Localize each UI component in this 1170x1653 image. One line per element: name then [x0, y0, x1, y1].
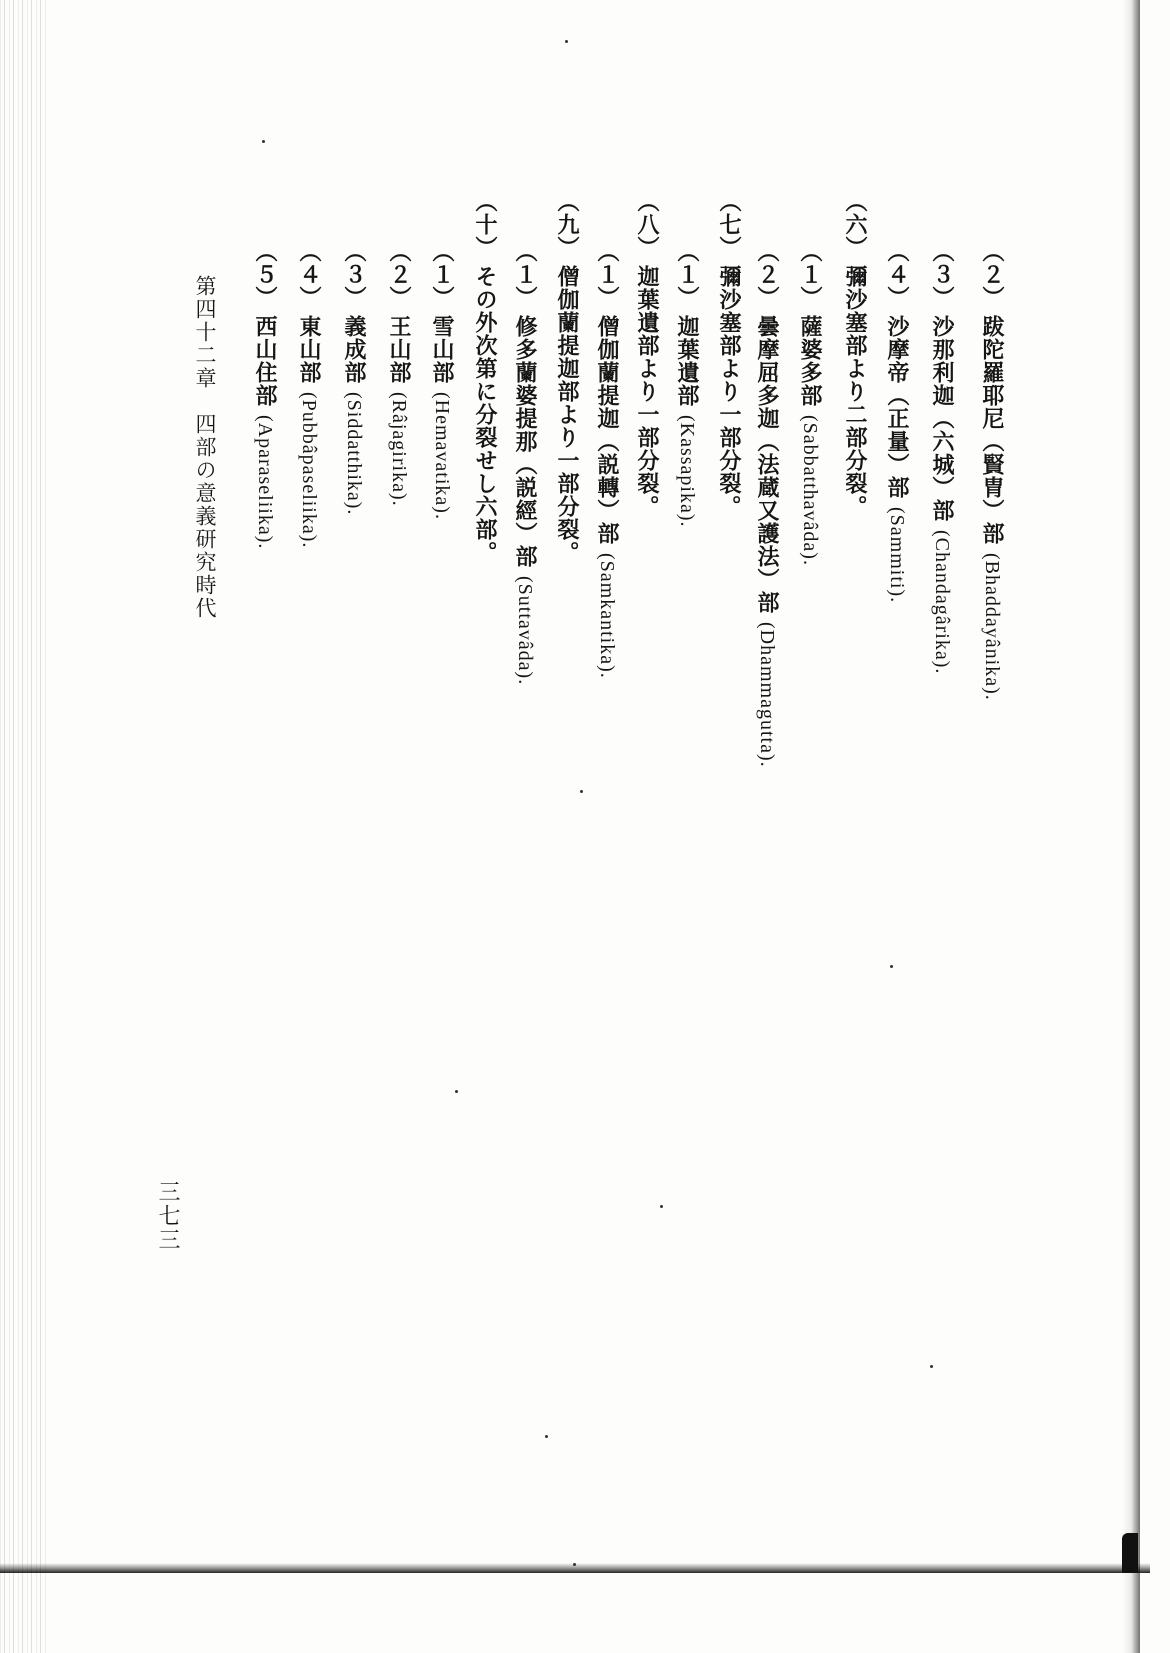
entry-number: （４） [296, 240, 322, 309]
entry-label: 東山部 [296, 315, 322, 384]
entry-label: 王山部 [386, 315, 412, 384]
entry-label: 沙摩帝（正量）部 [884, 315, 910, 499]
entry-3-chandagarika [925, 240, 959, 674]
section-number: （十） [472, 190, 498, 259]
entry-number: （３） [929, 240, 955, 309]
scan-speck [545, 1435, 548, 1438]
entry-number: （５） [252, 240, 278, 309]
entry-roman: (Samkantika). [596, 553, 618, 679]
page-corner-mark [1122, 1533, 1138, 1573]
section-number: （八） [634, 190, 660, 259]
entry-number: （１） [429, 240, 455, 309]
entry-3-siddatthika [337, 240, 371, 515]
entry-roman: (Râjagirika). [388, 392, 410, 507]
section-label: 僧伽蘭提迦部より一部分裂。 [554, 265, 580, 564]
entry-roman: (Chandagârika). [931, 530, 953, 675]
entry-number: （１） [674, 240, 700, 309]
binding-shadow [0, 0, 48, 1653]
scan-speck [580, 790, 583, 793]
entry-2-rajagirika [382, 240, 416, 507]
entry-roman: (Sammiti). [886, 507, 908, 604]
entry-label: 跋陀羅耶尼（賢胄）部 [979, 315, 1005, 545]
entry-number: （１） [594, 240, 620, 309]
entry-label: 薩婆多部 [797, 315, 823, 407]
entry-5-aparaseliika [248, 240, 282, 549]
scan-speck [660, 1205, 663, 1208]
scan-speck [930, 1365, 933, 1368]
scan-speck [262, 140, 265, 143]
entry-1-samkantika [590, 240, 624, 679]
section-label: 迦葉遺部より一部分裂。 [634, 265, 660, 518]
entry-4-pubbaseliika [292, 240, 326, 548]
section-6-heading [838, 190, 872, 518]
entry-4-sammiti [880, 240, 914, 603]
entry-number: （２） [979, 240, 1005, 309]
page-number: 三七三 [155, 1180, 180, 1252]
entry-roman: (Pubbâpaseliika). [298, 392, 320, 549]
entry-roman: (Sabbatthavâda). [799, 415, 821, 566]
entry-number: （２） [386, 240, 412, 309]
section-label: 彌沙塞部より一部分裂。 [716, 265, 742, 518]
section-number: （九） [554, 190, 580, 259]
entry-roman: (Bhaddayânika). [981, 553, 1003, 701]
section-7-heading [712, 190, 746, 518]
section-label: その外次第に分裂せし六部。 [472, 265, 498, 564]
scan-speck [455, 1090, 458, 1093]
entry-1-suttavada [508, 240, 542, 685]
scan-speck [565, 40, 568, 43]
section-number: （六） [842, 190, 868, 259]
page-edge-shadow [1122, 0, 1140, 1653]
entry-roman: (Kassapika). [676, 415, 698, 528]
entry-roman: (Dhammagutta). [756, 622, 778, 768]
scan-speck [890, 965, 893, 968]
entry-number: （４） [884, 240, 910, 309]
entry-roman: (Suttavâda). [514, 576, 536, 686]
entry-label: 沙那利迦（六城）部 [929, 315, 955, 522]
entry-1-kassapika [670, 240, 704, 528]
entry-label: 義成部 [341, 315, 367, 384]
section-8-heading [630, 190, 664, 518]
scan-speck [573, 1563, 576, 1566]
entry-roman: (Hemavatika). [431, 392, 453, 520]
running-head: 第四十二章 四部の意義研究時代 [193, 275, 217, 620]
entry-label: 曇摩屈多迦（法蔵又護法）部 [754, 315, 780, 614]
section-number: （七） [716, 190, 742, 259]
entry-1-hemavatika [425, 240, 459, 520]
section-9-heading [550, 190, 584, 564]
entry-number: （２） [754, 240, 780, 309]
entry-label: 修多蘭婆提那（説經）部 [512, 315, 538, 568]
entry-number: （１） [512, 240, 538, 309]
entry-number: （１） [797, 240, 823, 309]
entry-roman: (Aparaseliika). [254, 415, 276, 550]
entry-roman: (Siddatthika). [343, 392, 365, 516]
section-10-heading [468, 190, 502, 564]
entry-2-bhaddayanika [975, 240, 1009, 701]
entry-2-dhammagutta [750, 240, 784, 768]
entry-label: 雪山部 [429, 315, 455, 384]
entry-number: （３） [341, 240, 367, 309]
entry-label: 迦葉遺部 [674, 315, 700, 407]
entry-label: 僧伽蘭提迦（説轉）部 [594, 315, 620, 545]
section-label: 彌沙塞部より二部分裂。 [842, 265, 868, 518]
entry-1-sabbatthavada [793, 240, 827, 566]
entry-label: 西山住部 [252, 315, 278, 407]
